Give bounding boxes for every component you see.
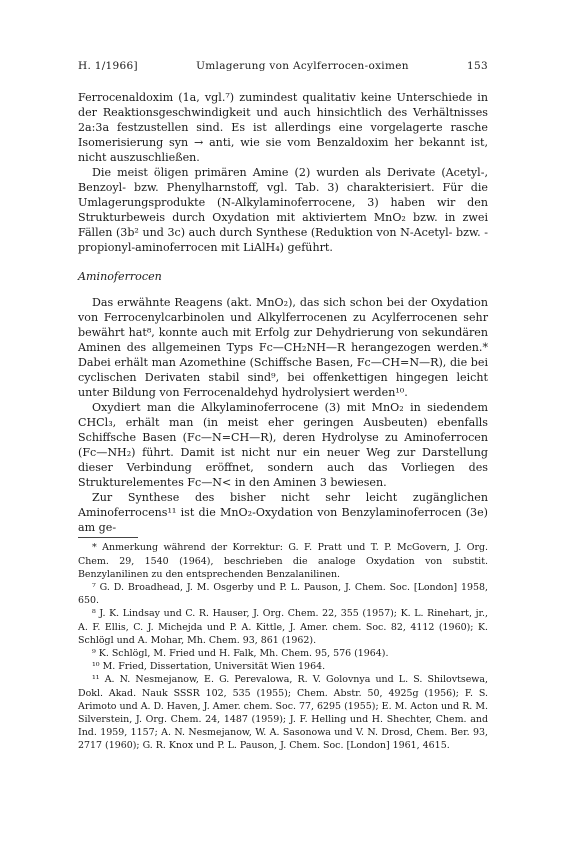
footnote: ¹⁰ M. Fried, Dissertation, Universität Wien 1964. [92, 661, 326, 673]
footnote: ⁷ G. D. Broadhead, J. M. Osgerby und P. L. Pauson, J. Chem. Soc. [London] 1958, 650. [78, 581, 488, 607]
journal-page [78, 60, 488, 753]
section-heading: Aminoferrocen [78, 269, 162, 283]
footnotes [78, 541, 488, 752]
paragraph: Oxydiert man die Alkylaminoferrocene (3) mit MnO₂ in siedendem CHCl₃, erhält man (in meist eher geringen Ausbeuten) ebenfalls Schiffsche Basen (Fc—N=CH—R), deren Hydrolyse zu Aminoferrocen (Fc—NH₂) führt. Damit ist nicht nur ein neuer Weg zur Darstellung dieser Verbindung eröffnet, sondern auch das Vorliegen des Strukturelementes Fc—N< in den Aminen 3 bewiesen. [78, 400, 488, 490]
footnote-divider [78, 537, 138, 538]
paragraph: Das erwähnte Reagens (akt. MnO₂), das sich schon bei der Oxydation von Ferrocenylcarbinolen und Alkylferrocenen zu Acylferrocenen sehr bewährt hat⁸, konnte auch mit Erfolg zur Dehydrierung von sekundären Aminen des allgemeinen Typs Fc—CH₂NH—R herangezogen werden.* Dabei erhält man Azomethine (Schiffsche Basen, Fc—CH=N—R), die bei cyclischen Derivaten stabil sind⁹, bei offenkettigen hingegen leicht unter Bildung von Ferrocenaldehyd hydrolysiert werden¹⁰. [78, 295, 488, 399]
running-header [78, 60, 488, 72]
header-left: H. 1/1966] [78, 60, 138, 72]
footnote: ⁸ J. K. Lindsay und C. R. Hauser, J. Org. Chem. 22, 355 (1957); K. L. Rinehart, jr., A. F. Ellis, C. J. Michejda und P. A. Kittle, J. Amer. chem. Soc. 82, 4112 (1960); K. Schlögl und A. Mohar, Mh. Chem. 93, 861 (1962). [78, 608, 488, 646]
main-text [78, 90, 488, 535]
header-title: Umlagerung von Acylferrocen-oximen [196, 60, 409, 72]
paragraph: Zur Synthese des bisher nicht sehr leicht zugänglichen Aminoferrocens¹¹ ist die MnO₂-Oxydation von Benzylaminoferrocen (3e) am ge- [78, 491, 488, 535]
footnote: ⁹ K. Schlögl, M. Fried und H. Falk, Mh. Chem. 95, 576 (1964). [92, 647, 389, 659]
footnote: ¹¹ A. N. Nesmejanow, E. G. Perevalowa, R. V. Golovnya und L. S. Shilovtsewa, Dokl. Akad. Nauk SSSR 102, 535 (1955); Chem. Abstr. 50, 4925g (1956); F. S. Arimoto und A. D. Haven, J. Amer. chem. Soc. 77, 6295 (1955); E. M. Acton und R. M. Silverstein, J. Org. Chem. 24, 1487 (1959); J. F. Helling und H. Shechter, Chem. and Ind. 1959, 1157; A. N. Nesmejanow, W. A. Sasonowa und V. N. Drosd, Chem. Ber. 93, 2717 (1960); G. R. Knox und P. L. Pauson, J. Chem. Soc. [London] 1961, 4615. [78, 674, 488, 752]
page-number: 153 [467, 60, 488, 72]
paragraph: Ferrocenaldoxim (1a, vgl.⁷) zumindest qualitativ keine Unterschiede in der Reaktionsgeschwindigkeit und auch hinsichtlich des Verhältnisses 2a:3a festzustellen sind. Es ist allerdings eine vorgelagerte rasche Isomerisierung syn → anti, wie sie vom Benzaldoxim her bekannt ist, nicht auszuschließen. [78, 91, 488, 165]
footnote: * Anmerkung während der Korrektur: G. F. Pratt und T. P. McGovern, J. Org. Chem. 29, 1540 (1964), beschrieben die analoge Oxydation von substit. Benzylanilinen zu den entsprechenden Benzalanilinen. [78, 542, 488, 580]
paragraph: Die meist öligen primären Amine (2) wurden als Derivate (Acetyl-, Benzoyl- bzw. Phenylharnstoff, vgl. Tab. 3) charakterisiert. Für die Umlagerungsprodukte (N-Alkylaminoferrocene, 3) haben wir den Strukturbeweis durch Oxydation mit aktiviertem MnO₂ bzw. in zwei Fällen (3b² und 3c) auch durch Synthese (Reduktion von N-Acetyl- bzw. -propionyl-aminoferrocen mit LiAlH₄) geführt. [78, 166, 488, 255]
